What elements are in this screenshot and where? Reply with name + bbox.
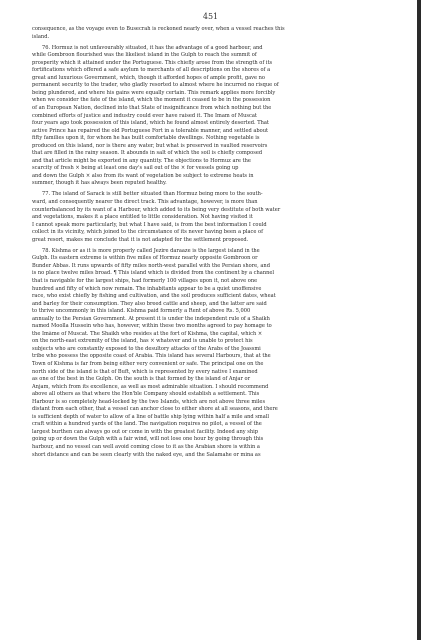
text-line: consequence, as the voyage even to Busecrah is reckoned nearly over, when a vessel reaches this xyxy=(32,26,285,32)
paragraph xyxy=(32,45,387,188)
text-line: and down the Gulph × also from its want of vegetation be subject to extreme heats in xyxy=(32,172,254,179)
text-line: being plundered, and where his gains were equally certain. This remark applies more forcibly xyxy=(32,89,276,96)
text-line: counterbalanced by its want of a Harbour, which added to its being very destitute of both water xyxy=(32,206,281,213)
text-line: short distance and can be seen clearly with the naked eye, and the Salamahe or mina as xyxy=(32,451,261,458)
text-line: as one of the best in the Gulph. On the south is that formed by the island of Anjar or xyxy=(32,376,251,383)
page-edge-shadow xyxy=(417,0,421,640)
text-line: 77. The island of Sarack is still better situated than Hormuz being more to the south- xyxy=(42,191,263,198)
paragraph xyxy=(32,191,387,244)
text-line: summer, though it has always been reputed healthy. xyxy=(32,180,167,187)
text-line: that is navigable for the largest ships, had formerly 100 villages upon it, not above one xyxy=(32,278,258,284)
text-line: ward, and consequently nearer the direct track. This advantage, however, is more than xyxy=(32,199,258,206)
text-line: subjects who are constantly exposed to the desultory attacks of the Arabs of the Joassmi xyxy=(32,345,261,352)
text-line: of an European Nation, declined into that State of insignificance from which nothing but the xyxy=(32,104,272,111)
text-line: tribe who possess the opposite coast of Arabia. This island has several Harbours, that at the xyxy=(32,353,271,360)
text-line: and barley for their consumption. They also breed cattle and sheep, and the latter are said xyxy=(32,300,267,307)
text-line: active Prince has repaired the old Portuguese Fort in a tolerable manner, and settled about xyxy=(32,127,269,134)
text-line: island. xyxy=(32,33,50,40)
text-line: scarcity of fresh × being at least one day's sail out of the × for vessels going up xyxy=(32,165,239,172)
text-line: named Moolla Hussein who has, however, within these two months agreed to pay homage to xyxy=(32,323,272,330)
text-line: combined efforts of justice and industry could ever have raised it. The Imam of Muscat xyxy=(32,112,257,119)
paragraph xyxy=(32,26,387,41)
text-line: when we consider the fate of the island, which the moment it ceased to be in the possession xyxy=(32,97,271,104)
text-line: Gulph. Its eastern extreme is within five miles of Hormuz nearly opposite Gombroon or xyxy=(32,255,258,262)
text-line: Anjam, which from its excellence, as well as most admirable situation. I should recommend xyxy=(32,383,269,390)
text-line: hundred and fifty of which now remain. The inhabitants appear to be a quiet unoffensive xyxy=(32,285,262,292)
text-line: going up or down the Gulph with a fair wind, will not lose one hour by going through this xyxy=(32,436,264,443)
text-line: 78. Kishma or as it is more properly called Jezire daraaze is the largest island in the xyxy=(42,247,260,254)
text-line: annually to the Persian Government. At present it is under the independent rule of a Shaikh xyxy=(32,315,270,322)
text-line: produced on this island, nor is there any water, but what is preserved in vaulted reservoirs xyxy=(32,142,268,149)
text-line: craft within a hundred yards of the land. The navigation requires no pilot, a vessel of the xyxy=(32,421,262,428)
text-line: fifty families upon it, for whom he has built comfortable dwellings. Nothing vegetable is xyxy=(32,135,260,142)
text-line: and that article might be exported in any quantity. The objections to Hormuz are the xyxy=(32,157,251,164)
text-line: permanent security to the trader, who gladly resorted to almost where he incurred no risque of xyxy=(32,82,279,89)
text-line: Town of Kishma is far from being either very convenient or safe. The principal one on the xyxy=(32,361,264,368)
text-line: distant from each other, that a vessel can anchor close to either shore at all seasons, and there xyxy=(32,406,278,413)
text-line: largest burthen can always go out or come in with the greatest facility. Indeed any ship xyxy=(32,428,259,435)
text-line: great and luxurious Government, which, though it afforded hopes of ample profit, gave no xyxy=(32,74,265,81)
text-line: and vegetations, makes it a place entitled to little consideration. Not having visited it xyxy=(32,214,253,221)
body-text xyxy=(32,26,387,459)
text-line: to thrive uncommonly in this island. Kishma paid formerly a Rent of above Rs. 5,000 xyxy=(32,308,251,315)
text-line: I cannot speak more particularly, but what I have said, is from the best information I could xyxy=(32,221,267,228)
text-line: Harbour is so completely head-locked by the two Islands, which are not above three miles xyxy=(32,398,266,405)
text-line: 76. Hormuz is not unfavourably situated, it has the advantage of a good harbour, and xyxy=(42,44,263,51)
text-line: race, who exist chiefly by fishing and cultivation, and the soil produces sufficient dates, wheat xyxy=(32,293,276,300)
paragraph xyxy=(32,248,387,459)
text-line: great resort, makes me conclude that it is not adapted for the settlement proposed. xyxy=(32,236,249,243)
text-line: is sufficient depth of water to allow of a line of battle ship lying within half a mile and small xyxy=(32,413,270,420)
text-line: collect in its vicinity, which joined to the circumstance of its never having been a place of xyxy=(32,229,263,236)
text-line: prosperity which it attained under the Portuguese. This chiefly arose from the strength of its xyxy=(32,59,273,66)
text-line: the Imâme of Muscat. The Shaikh who resides at the fort of Kishma, the capital, which × xyxy=(32,330,263,337)
text-line: north side of the island is that of Buft, which is represented by every native I examined xyxy=(32,368,258,375)
page-number: 451 xyxy=(202,12,219,21)
text-line: is no place twelve miles broad. ¶ This island which is divided from the continent by a channel xyxy=(32,270,275,277)
text-line: four years ago took possession of this island, which he found almost entirely deserted. That xyxy=(32,120,269,127)
text-line: that are filled in the rainy season. It abounds in salt of which the soil is chiefly composed xyxy=(32,150,263,157)
text-line: while Gombroon flourished was the likeliest island in the Gulph to reach the summit of xyxy=(32,52,257,59)
text-line: harbour, and no vessel can well avoid coming close to it as the Arabian shore is within a xyxy=(32,444,260,451)
text-line: fortifications which offered a safe asylum to merchants of all descriptions on the shores of a xyxy=(32,67,271,74)
text-line: on the north-east extremity of the island, has × whatever and is unable to protect his xyxy=(32,338,253,345)
text-line: above all others as that where the Hon'ble Company should establish a settlement. This xyxy=(32,391,260,398)
text-line: Bunder Abbas. It runs upwards of fifty miles north-west parallel with the Persian shore, and xyxy=(32,262,270,269)
